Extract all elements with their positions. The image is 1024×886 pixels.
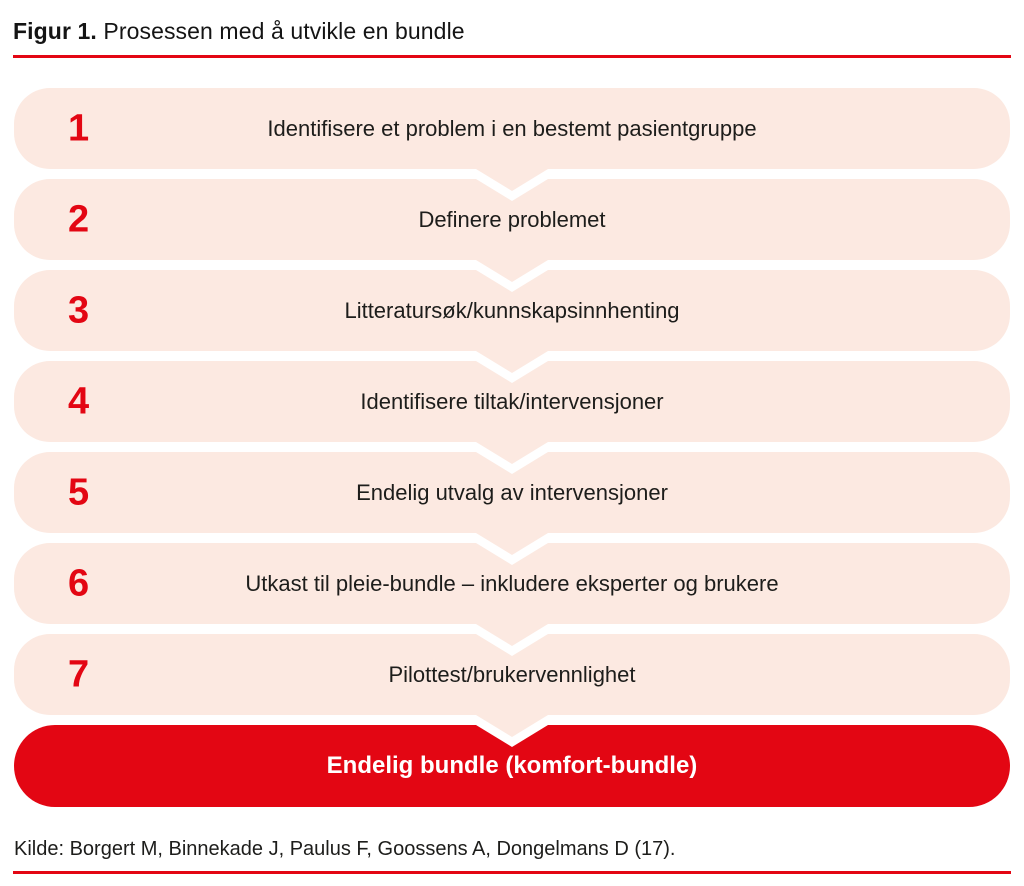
top-divider-rule	[13, 55, 1011, 58]
step-number: 5	[68, 471, 90, 513]
step-label: Definere problemet	[418, 206, 606, 232]
step-row-1	[14, 88, 1010, 169]
step-row-2	[14, 179, 1010, 260]
step-number: 6	[68, 562, 90, 604]
step-row-4	[14, 361, 1010, 442]
figure-title-prefix: Figur 1.	[13, 18, 97, 44]
step-row-5	[14, 452, 1010, 533]
final-step-label: Endelig bundle (komfort-bundle)	[326, 752, 698, 779]
step-number: 4	[68, 380, 90, 422]
process-steps	[14, 88, 1010, 807]
step-number: 2	[68, 198, 90, 240]
step-label: Identifisere tiltak/intervensjoner	[360, 388, 664, 414]
step-number: 1	[68, 107, 90, 149]
final-step	[14, 725, 1010, 807]
figure-title-text: Prosessen med å utvikle en bundle	[103, 18, 465, 44]
step-label: Pilottest/brukervennlighet	[388, 661, 636, 687]
step-row-3	[14, 270, 1010, 351]
figure-title	[13, 18, 465, 46]
step-row-6	[14, 543, 1010, 624]
source-citation: Kilde: Borgert M, Binnekade J, Paulus F, Goossens A, Dongelmans D (17).	[14, 838, 676, 860]
step-number: 3	[68, 289, 90, 331]
bottom-divider-rule	[13, 871, 1011, 874]
step-label: Endelig utvalg av intervensjoner	[356, 479, 668, 505]
step-label: Identifisere et problem i en bestemt pasientgruppe	[267, 115, 757, 141]
step-label: Utkast til pleie-bundle – inkludere eksperter og brukere	[245, 570, 779, 596]
step-number: 7	[68, 653, 90, 695]
step-row-7	[14, 634, 1010, 715]
step-label: Litteratursøk/kunnskapsinnhenting	[344, 297, 680, 323]
